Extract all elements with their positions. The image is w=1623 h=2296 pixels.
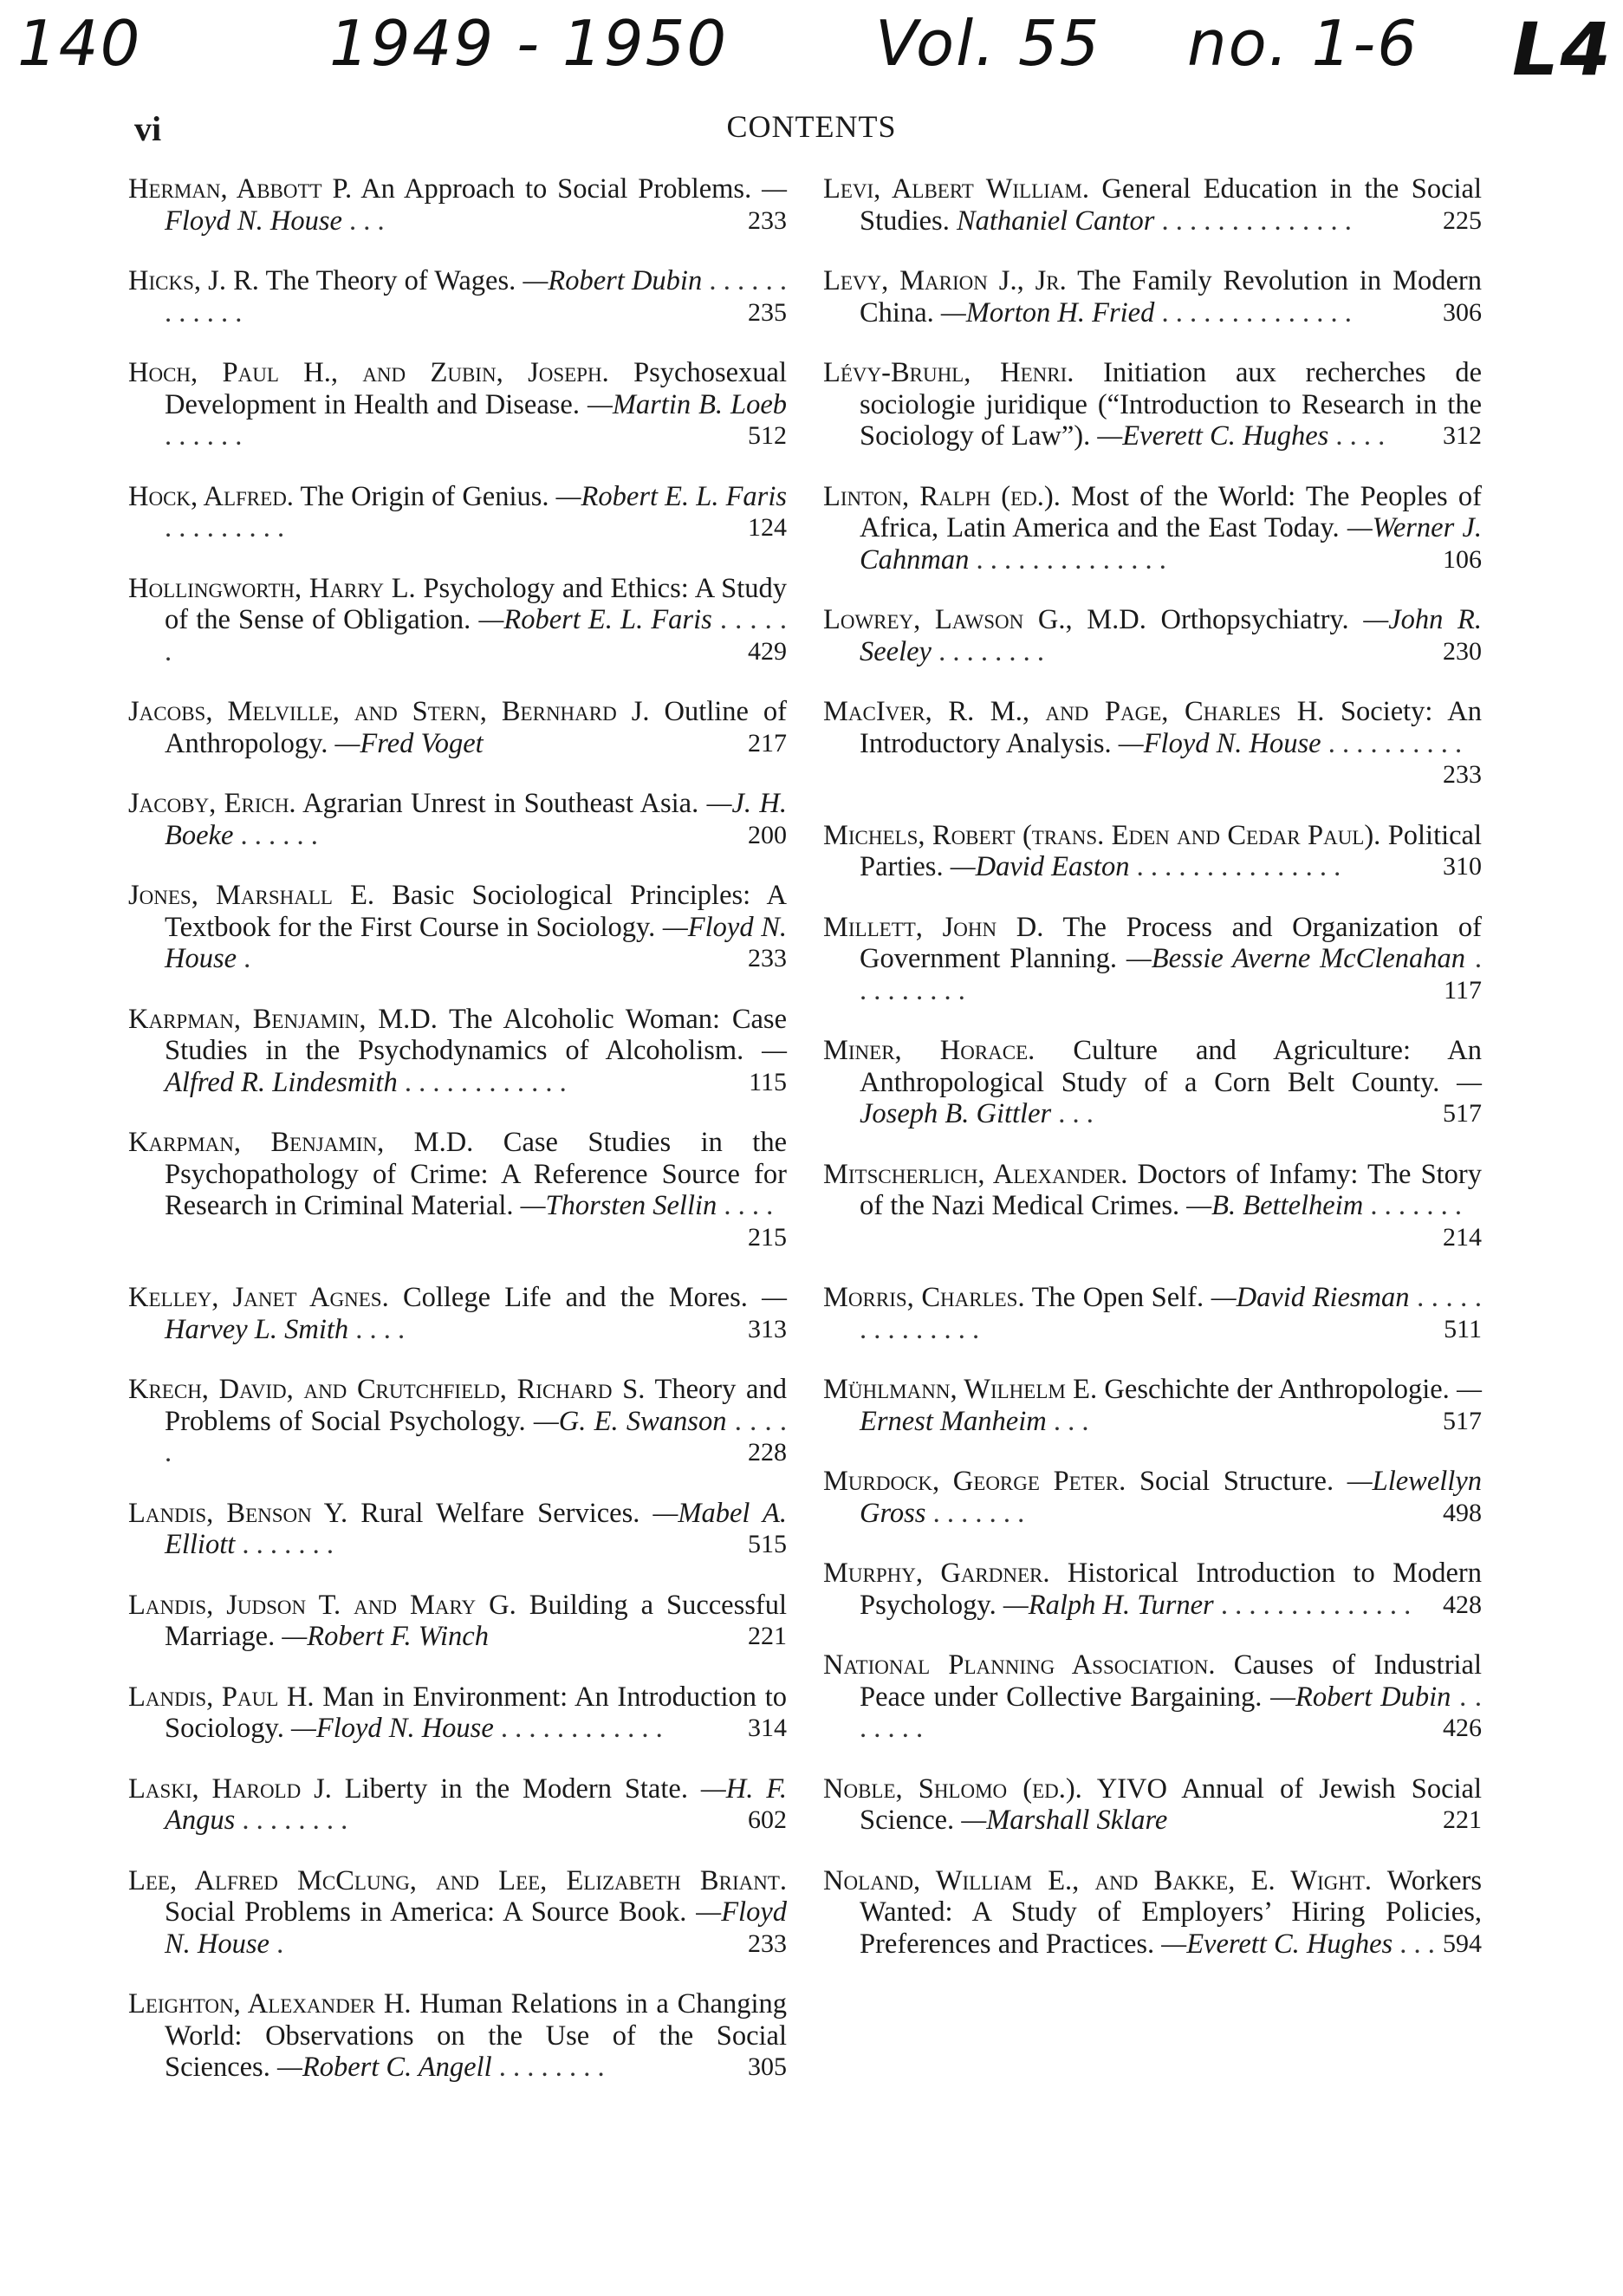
entry-leader-dots: . . . . . . . . [491, 2052, 605, 2083]
entry-leader-dots: . . . . . . . . . . . . [493, 1713, 663, 1744]
handwritten-annotation [0, 0, 1623, 95]
entry-title: College Life and the Mores. [402, 1282, 748, 1313]
entry-reviewer: —Floyd N. House [165, 173, 787, 237]
entry-page-number: 233 [748, 944, 787, 972]
contents-entry [128, 696, 787, 759]
entry-leader-dots: . . . . [1328, 420, 1386, 452]
contents-entry [823, 1159, 1482, 1254]
entry-reviewer: —Robert Dubin [1270, 1681, 1451, 1713]
entry-leader-dots: . . . [1046, 1405, 1089, 1437]
contents-entry [823, 1773, 1482, 1837]
entry-title: Geschichte der Anthropologie. [1104, 1374, 1450, 1405]
contents-entry [128, 788, 787, 851]
contents-entry [128, 1282, 787, 1345]
handwritten-years: 1949 - 1950 [329, 7, 729, 80]
entry-leader-dots: . . . . . . . . . . . . . . [969, 543, 1166, 576]
entry-author: Herman, Abbott P. [128, 173, 353, 205]
entry-author: Hock, Alfred. [128, 480, 294, 512]
entry-page-number: 312 [1443, 421, 1482, 450]
entry-reviewer: —H. F. Angus [165, 1772, 788, 1836]
entry-author: Jones, Marshall E. [128, 880, 375, 911]
entry-page-number: 233 [1443, 760, 1482, 789]
handwritten-volume-number: 140 [17, 7, 142, 80]
entry-author: Linton, Ralph (ed.). [823, 480, 1061, 512]
entry-reviewer: —Thorsten Sellin [520, 1190, 717, 1221]
contents-entry [823, 696, 1482, 791]
entry-page-number: 221 [748, 1622, 787, 1650]
contents-entry [128, 573, 787, 668]
entry-author: Hoch, Paul H., and Zubin, Joseph. [128, 357, 609, 388]
entry-author: Murdock, George Peter. [823, 1466, 1126, 1497]
entry-page-number: 594 [1443, 1929, 1482, 1958]
entry-leader-dots: . . . . . . . . [235, 1805, 348, 1836]
entry-reviewer: —Fred Voget [334, 727, 484, 759]
entry-leader-dots: . . . . . . . . . . . . [397, 1066, 567, 1098]
entry-page-number: 200 [748, 820, 787, 849]
entry-author: Noble, Shlomo (ed.). [823, 1772, 1082, 1805]
entry-page-number: 429 [748, 636, 787, 666]
contents-entry [128, 1773, 787, 1837]
entry-author: Hollingworth, Harry L. [128, 572, 416, 604]
entry-reviewer: —Morton H. Fried [940, 296, 1155, 328]
entry-leader-dots: . . . [341, 205, 385, 237]
entry-author: Karpman, Benjamin, M.D. [128, 1003, 438, 1035]
entry-title: Rural Welfare Services. [360, 1497, 640, 1529]
entry-leader-dots: . . . . . . . [1363, 1190, 1462, 1221]
handwritten-mark: L4 [1512, 7, 1613, 92]
entry-title: The Family Revolution in Modern China. [860, 265, 1482, 328]
entry-title: The Theory of Wages. [265, 265, 516, 296]
entry-leader-dots: . . . . . . [165, 604, 788, 667]
entry-page-number: 106 [1443, 544, 1482, 574]
entry-author: Landis, Judson T. and Mary G. [128, 1589, 516, 1621]
entry-page-number: 512 [748, 421, 787, 450]
entry-reviewer: —Floyd N. House [165, 1896, 788, 1960]
contents-entry [823, 820, 1482, 883]
entry-title: Social Structure. [1139, 1466, 1334, 1497]
entry-title: Man in Environment: An Introduction to Sociology. [165, 1681, 788, 1744]
entry-page-number: 233 [748, 205, 787, 235]
entry-leader-dots: . . . . . . . . . . . . . . [1154, 205, 1352, 237]
entry-author: Lee, Alfred McClung, and Lee, Elizabeth Briant. [128, 1864, 787, 1896]
contents-entry [823, 1035, 1482, 1130]
entry-author: Jacoby, Erich. [128, 788, 296, 819]
entry-page-number: 228 [748, 1438, 787, 1467]
entry-page-number: 498 [1443, 1498, 1482, 1527]
entry-title: Most of the World: The Peoples of Africa, Latin America and the East Today. [860, 480, 1482, 543]
entry-reviewer: —David Easton [950, 851, 1130, 882]
entry-leader-dots: . . . . . . . [860, 1681, 1483, 1744]
entry-leader-dots: . . . . . . . . [931, 635, 1044, 667]
handwritten-issues: no. 1-6 [1187, 7, 1419, 80]
entry-reviewer: —Robert C. Angell [276, 2052, 492, 2083]
entry-title: Political Parties. [860, 819, 1483, 882]
entry-reviewer: —Joseph B. Gittler [860, 1066, 1483, 1129]
entry-reviewer: —Robert F. Winch [282, 1621, 489, 1652]
entry-title: Culture and Agriculture: An Anthropological Study of a Corn Belt County. [860, 1035, 1482, 1098]
entry-page-number: 517 [1443, 1406, 1482, 1435]
entry-reviewer: —Robert E. L. Faris [478, 604, 712, 635]
entry-page-number: 310 [1443, 852, 1482, 881]
contents-entry [823, 912, 1482, 1007]
entry-leader-dots: . . . . . . . . . [165, 512, 285, 543]
entry-leader-dots: . . . . . . . . . . . . . . [860, 1282, 1483, 1345]
entry-title: Theory and Problems of Social Psychology. [165, 1374, 787, 1437]
entry-title: Agrarian Unrest in Southeast Asia. [302, 788, 699, 819]
entry-page-number: 124 [748, 513, 787, 542]
entry-leader-dots: . . . . . . [165, 420, 243, 452]
entry-title: Case Studies in the Psychopathology of Crime: A Reference Source for Research in Criminal Material. [165, 1127, 788, 1221]
entry-author: Landis, Benson Y. [128, 1497, 348, 1529]
entry-page-number: 215 [748, 1222, 787, 1252]
entry-reviewer: —Everett C. Hughes [1097, 420, 1329, 452]
entry-page-number: 233 [748, 1929, 787, 1958]
contents-entry [128, 1865, 787, 1961]
entry-leader-dots: . . . . [717, 1190, 774, 1221]
entry-leader-dots: . . . . . . . . . . . . . . [1213, 1589, 1412, 1621]
entry-title: Outline of Anthropology. [165, 696, 788, 759]
entry-title: Workers Wanted: A Study of Employers’ Hiring Policies, Preferences and Practices. [860, 1864, 1482, 1960]
contents-entry [128, 265, 787, 328]
entry-leader-dots: . . . . . . . . . . . . [165, 265, 787, 328]
contents-entry [128, 1988, 787, 2084]
entry-reviewer: —Floyd N. House [165, 911, 787, 974]
entry-title: The Origin of Genius. [300, 480, 549, 512]
entry-author: Mühlmann, Wilhelm E. [823, 1374, 1098, 1405]
entry-author: Jacobs, Melville, and Stern, Bernhard J. [128, 696, 650, 727]
entry-reviewer: —Floyd N. House [290, 1713, 494, 1744]
entry-title: YIVO Annual of Jewish Social Science. [860, 1772, 1483, 1836]
entry-page-number: 230 [1443, 636, 1482, 666]
entry-reviewer: —Harvey L. Smith [165, 1282, 788, 1345]
entry-reviewer: —Ernest Manheim [860, 1374, 1483, 1437]
contents-entry [128, 1590, 787, 1653]
entry-author: MacIver, R. M., and Page, Charles H. [823, 696, 1325, 727]
entry-page-number: 517 [1443, 1099, 1482, 1128]
entry-author: Leighton, Alexander H. [128, 1988, 412, 2020]
entry-reviewer: —Werner J. Cahnman [860, 512, 1482, 576]
entry-author: Kelley, Janet Agnes. [128, 1282, 389, 1313]
entry-page-number: 221 [1443, 1805, 1482, 1834]
entry-title: Initiation aux recherches de sociologie juridique (“Introduction to Research in the Sociology of Law”). [860, 357, 1482, 452]
contents-entry [128, 173, 787, 237]
entry-title: Human Relations in a Changing World: Observations on the Use of the Social Sciences. [165, 1988, 788, 2083]
entry-author: Laski, Harold J. [128, 1772, 332, 1805]
entry-page-number: 426 [1443, 1714, 1482, 1742]
entry-leader-dots: . . . . . . . . . . . . . . [1154, 296, 1352, 328]
entry-reviewer: —Robert Dubin [523, 265, 703, 296]
contents-entry [128, 481, 787, 544]
entry-reviewer: —Ralph H. Turner [1003, 1589, 1214, 1621]
entry-reviewer: —Bessie Averne McClenahan [1126, 943, 1466, 974]
contents-entry [823, 1374, 1482, 1437]
contents-entry [128, 1681, 787, 1745]
entry-author: Murphy, Gardner. [823, 1558, 1050, 1589]
entry-title: Social Problems in America: A Source Book. [165, 1896, 687, 1928]
entry-page-number: 217 [748, 728, 787, 758]
entry-leader-dots: . . . . . . . . . . [1321, 727, 1463, 759]
entry-author: Landis, Paul H. [128, 1681, 315, 1713]
entry-author: National Planning Association. [823, 1649, 1216, 1681]
entry-author: Noland, William E., and Bakke, E. Wight. [823, 1864, 1373, 1896]
entry-reviewer: —Floyd N. House [1118, 727, 1321, 759]
entry-page-number: 225 [1443, 205, 1482, 235]
entry-title: Psychosexual Development in Health and Disease. [165, 357, 788, 420]
entry-page-number: 214 [1443, 1222, 1482, 1252]
contents-entry [128, 1374, 787, 1469]
contents-entry [128, 1004, 787, 1099]
running-head: CONTENTS [726, 109, 897, 144]
contents-entry [128, 357, 787, 452]
contents-entry [823, 1558, 1482, 1621]
entry-leader-dots: . . . [1393, 1928, 1435, 1960]
entry-leader-dots: . . . . . [165, 1405, 788, 1468]
entry-author: Hicks, J. R. [128, 265, 259, 296]
entry-title: Liberty in the Modern State. [344, 1772, 688, 1805]
contents-entry [823, 173, 1482, 237]
entry-author: Krech, David, and Crutchfield, Richard S. [128, 1374, 646, 1405]
entry-page-number: 511 [1444, 1314, 1482, 1343]
entry-reviewer: —David Riesman [1211, 1282, 1410, 1313]
entry-page-number: 115 [749, 1067, 787, 1096]
entry-reviewer: —G. E. Swanson [533, 1405, 727, 1437]
entry-author: Lévy-Bruhl, Henri. [823, 357, 1074, 388]
contents-entry [128, 1498, 787, 1561]
contents-entry [823, 357, 1482, 452]
contents-entry [823, 265, 1482, 328]
entry-title: General Education in the Social Studies. [860, 173, 1482, 237]
entry-page-number: 117 [1444, 975, 1482, 1005]
contents-entry [128, 880, 787, 975]
entry-reviewer: —Everett C. Hughes [1161, 1928, 1393, 1960]
entry-leader-dots: . [237, 943, 251, 974]
entry-author: Levi, Albert William. [823, 173, 1089, 205]
entry-leader-dots: . [269, 1928, 284, 1960]
contents-right-column [823, 173, 1482, 1988]
entry-page-number: 602 [748, 1805, 787, 1834]
entry-leader-dots: . . . . . . [233, 819, 318, 851]
contents-entry [823, 1865, 1482, 1961]
entry-title: Basic Sociological Principles: A Textbook for the First Course in Sociology. [165, 880, 787, 943]
entry-leader-dots: . . . . . . . . . . . . . . . [1129, 851, 1341, 882]
entry-leader-dots: . . . [1051, 1098, 1094, 1129]
contents-entry [823, 1466, 1482, 1529]
entry-leader-dots: . . . . . . . [235, 1529, 334, 1560]
contents-entry [128, 1127, 787, 1253]
entry-author: Levy, Marion J., Jr. [823, 265, 1067, 296]
entry-reviewer: —Marshall Sklare [961, 1805, 1168, 1836]
contents-entry [823, 1282, 1482, 1345]
entry-reviewer: —Martin B. Loeb [587, 388, 788, 420]
contents-entry [823, 604, 1482, 667]
entry-page-number: 515 [748, 1530, 787, 1558]
entry-page-number: 313 [748, 1314, 787, 1343]
entry-reviewer: —John R. Seeley [860, 604, 1482, 667]
entry-author: Michels, Robert (trans. Eden and Cedar Paul). [823, 819, 1381, 851]
entry-reviewer: —Mabel A. Elliott [165, 1497, 787, 1560]
entry-page-number: 306 [1443, 297, 1482, 327]
entry-title: The Alcoholic Woman: Case Studies in the Psychodynamics of Alcoholism. [165, 1003, 787, 1066]
entry-author: Karpman, Benjamin, M.D. [128, 1127, 474, 1158]
entry-title: Historical Introduction to Modern Psychology. [860, 1558, 1482, 1621]
entry-title: Doctors of Infamy: The Story of the Nazi Medical Crimes. [860, 1158, 1482, 1221]
entry-leader-dots: . . . . . . . [925, 1497, 1025, 1529]
handwritten-volume: Vol. 55 [875, 7, 1101, 80]
entry-title: The Open Self. [1031, 1282, 1204, 1313]
contents-entry [823, 1649, 1482, 1745]
entry-reviewer: —B. Bettelheim [1186, 1190, 1364, 1221]
entry-title: The Process and Organization of Government Planning. [860, 911, 1482, 974]
entry-leader-dots: . . . . [348, 1313, 406, 1345]
entry-reviewer: —Llewellyn Gross [860, 1466, 1483, 1529]
entry-title: Orthopsychiatry. [1160, 604, 1349, 635]
entry-title: Building a Successful Marriage. [165, 1589, 788, 1652]
entry-page-number: 305 [748, 2052, 787, 2081]
entry-page-number: 235 [748, 297, 787, 327]
entry-page-number: 314 [748, 1714, 787, 1742]
entry-reviewer: —J. H. Boeke [165, 788, 787, 851]
contents-entry [823, 481, 1482, 576]
page-number: vi [134, 109, 162, 148]
contents-left-column [128, 173, 787, 2112]
entry-title: Psychology and Ethics: A Study of the Sense of Obligation. [165, 572, 788, 635]
entry-reviewer: Nathaniel Cantor [956, 205, 1155, 237]
entry-title: An Approach to Social Problems. [360, 173, 752, 205]
entry-author: Miner, Horace. [823, 1035, 1035, 1066]
entry-author: Morris, Charles. [823, 1282, 1025, 1313]
entry-title: Causes of Industrial Peace under Collective Bargaining. [860, 1649, 1483, 1713]
entry-leader-dots: . . . . . . . . . [860, 943, 1483, 1006]
entry-author: Millett, John D. [823, 911, 1044, 943]
entry-reviewer: —Robert E. L. Faris [555, 480, 787, 512]
entry-author: Lowrey, Lawson G., M.D. [823, 604, 1146, 635]
entry-reviewer: —Alfred R. Lindesmith [165, 1035, 787, 1098]
entry-author: Mitscherlich, Alexander. [823, 1158, 1128, 1190]
entry-page-number: 428 [1443, 1590, 1482, 1619]
entry-title: Society: An Introductory Analysis. [860, 696, 1482, 759]
